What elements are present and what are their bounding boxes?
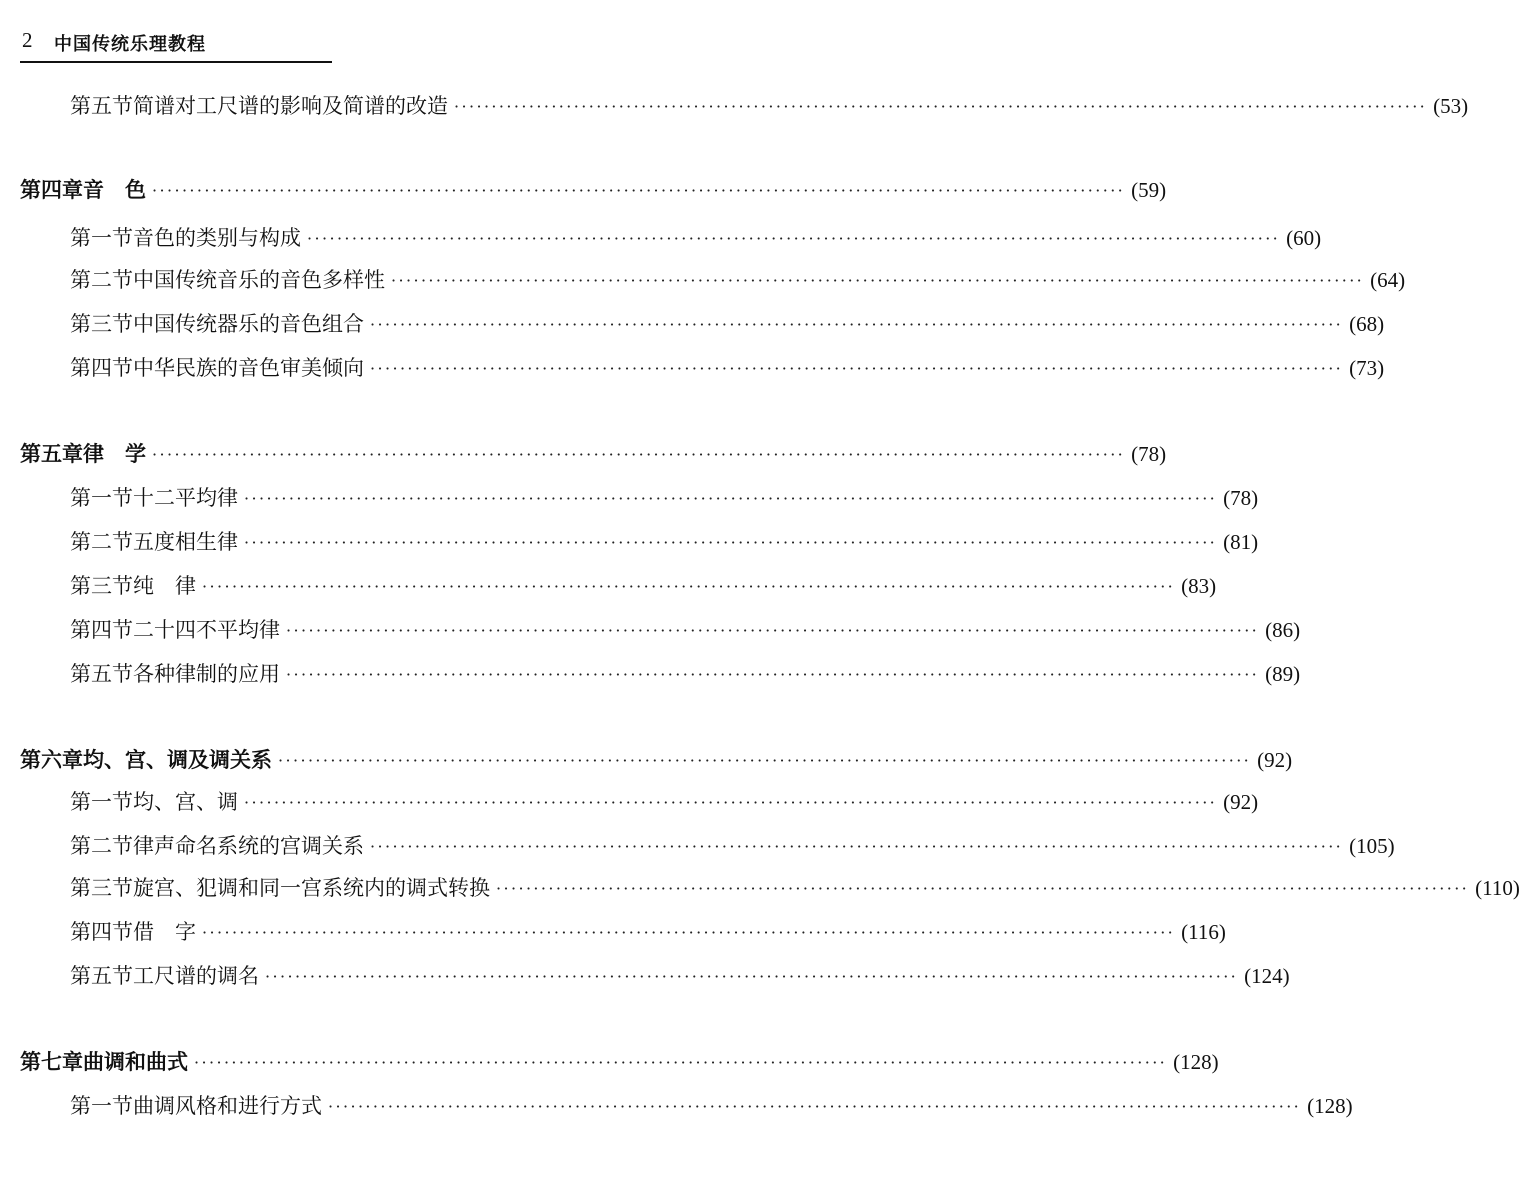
dot-leader [286, 611, 1259, 649]
dot-leader [278, 741, 1251, 779]
page-reference: (89) [1265, 662, 1301, 686]
dot-leader [454, 87, 1427, 125]
toc-chapter-entry [20, 1044, 1219, 1080]
section-title: 借 字 [133, 920, 196, 944]
page-reference: (105) [1349, 834, 1395, 858]
dot-leader [370, 827, 1343, 865]
dot-leader [152, 171, 1125, 209]
dot-leader [244, 783, 1217, 821]
dot-leader [307, 219, 1280, 257]
toc-section-entry [20, 306, 1385, 342]
chapter-title: 音 色 [83, 178, 146, 202]
section-title: 各种律制的应用 [133, 662, 280, 686]
page-reference: (83) [1181, 574, 1217, 598]
section-title: 中国传统器乐的音色组合 [133, 312, 364, 336]
page-reference: (81) [1223, 530, 1259, 554]
toc-chapter-entry [20, 436, 1167, 472]
toc-chapter-entry [20, 742, 1293, 778]
page-reference: (53) [1433, 94, 1469, 118]
section-title: 律声命名系统的宫调关系 [133, 834, 364, 858]
toc-section-entry [20, 612, 1301, 648]
chapter-title: 律 学 [83, 442, 146, 466]
toc-section-entry [20, 828, 1395, 864]
page-reference: (68) [1349, 312, 1385, 336]
section-title: 工尺谱的调名 [133, 964, 259, 988]
section-number: 第五节 [70, 94, 133, 118]
toc-section-entry [20, 958, 1290, 994]
section-number: 第四节 [70, 356, 133, 380]
section-title: 十二平均律 [133, 486, 238, 510]
running-title: 中国传统乐理教程 [54, 34, 206, 55]
section-title: 二十四不平均律 [133, 618, 280, 642]
page-reference: (73) [1349, 356, 1385, 380]
chapter-number: 第五章 [20, 442, 83, 466]
section-title: 简谱对工尺谱的影响及简谱的改造 [133, 94, 448, 118]
page-reference: (78) [1223, 486, 1259, 510]
dot-leader [265, 957, 1238, 995]
dot-leader [194, 1043, 1167, 1081]
section-title: 五度相生律 [133, 530, 238, 554]
dot-leader [244, 523, 1217, 561]
toc-section-entry [20, 568, 1217, 604]
dot-leader [244, 479, 1217, 517]
chapter-number: 第七章 [20, 1050, 83, 1074]
section-number: 第一节 [70, 790, 133, 814]
section-number: 第三节 [70, 574, 133, 598]
dot-leader [391, 261, 1364, 299]
section-title: 音色的类别与构成 [133, 226, 301, 250]
header-rule [20, 61, 332, 63]
section-number: 第二节 [70, 834, 133, 858]
section-number: 第三节 [70, 312, 133, 336]
chapter-number: 第六章 [20, 748, 83, 772]
dot-leader [202, 913, 1175, 951]
page-number: 2 [22, 28, 33, 52]
toc-section-entry [20, 350, 1385, 386]
toc-section-entry [20, 914, 1226, 950]
chapter-title: 均、宫、调及调关系 [83, 748, 272, 772]
page-reference: (60) [1286, 226, 1322, 250]
section-title: 中国传统音乐的音色多样性 [133, 268, 385, 292]
dot-leader [152, 435, 1125, 473]
dot-leader [202, 567, 1175, 605]
dot-leader [370, 305, 1343, 343]
dot-leader [496, 869, 1469, 907]
dot-leader [370, 349, 1343, 387]
section-number: 第三节 [70, 876, 133, 900]
toc-section-entry [20, 870, 1520, 906]
toc-section-entry [20, 88, 1469, 124]
section-number: 第二节 [70, 530, 133, 554]
chapter-number: 第四章 [20, 178, 83, 202]
section-title: 曲调风格和进行方式 [133, 1094, 322, 1118]
chapter-title: 曲调和曲式 [83, 1050, 188, 1074]
section-number: 第四节 [70, 920, 133, 944]
section-number: 第一节 [70, 486, 133, 510]
toc-section-entry [20, 480, 1259, 516]
section-number: 第五节 [70, 964, 133, 988]
page-reference: (124) [1244, 964, 1290, 988]
dot-leader [328, 1087, 1301, 1125]
page-reference: (128) [1173, 1050, 1219, 1074]
toc-section-entry [20, 524, 1259, 560]
toc-chapter-entry [20, 172, 1167, 208]
toc-section-entry [20, 656, 1301, 692]
toc-section-entry [20, 784, 1259, 820]
page-reference: (92) [1257, 748, 1293, 772]
page-reference: (110) [1475, 876, 1520, 900]
page-reference: (59) [1131, 178, 1167, 202]
page-reference: (116) [1181, 920, 1226, 944]
section-title: 均、宫、调 [133, 790, 238, 814]
page-reference: (64) [1370, 268, 1406, 292]
page-reference: (78) [1131, 442, 1167, 466]
section-title: 纯 律 [133, 574, 196, 598]
section-number: 第一节 [70, 226, 133, 250]
dot-leader [286, 655, 1259, 693]
toc-section-entry [20, 262, 1406, 298]
toc-section-entry [20, 220, 1322, 256]
page-reference: (92) [1223, 790, 1259, 814]
section-title: 中华民族的音色审美倾向 [133, 356, 364, 380]
section-number: 第四节 [70, 618, 133, 642]
section-number: 第二节 [70, 268, 133, 292]
toc-section-entry [20, 1088, 1353, 1124]
section-title: 旋宫、犯调和同一宫系统内的调式转换 [133, 876, 490, 900]
page-reference: (128) [1307, 1094, 1353, 1118]
running-header [20, 24, 332, 64]
page-reference: (86) [1265, 618, 1301, 642]
section-number: 第一节 [70, 1094, 133, 1118]
section-number: 第五节 [70, 662, 133, 686]
